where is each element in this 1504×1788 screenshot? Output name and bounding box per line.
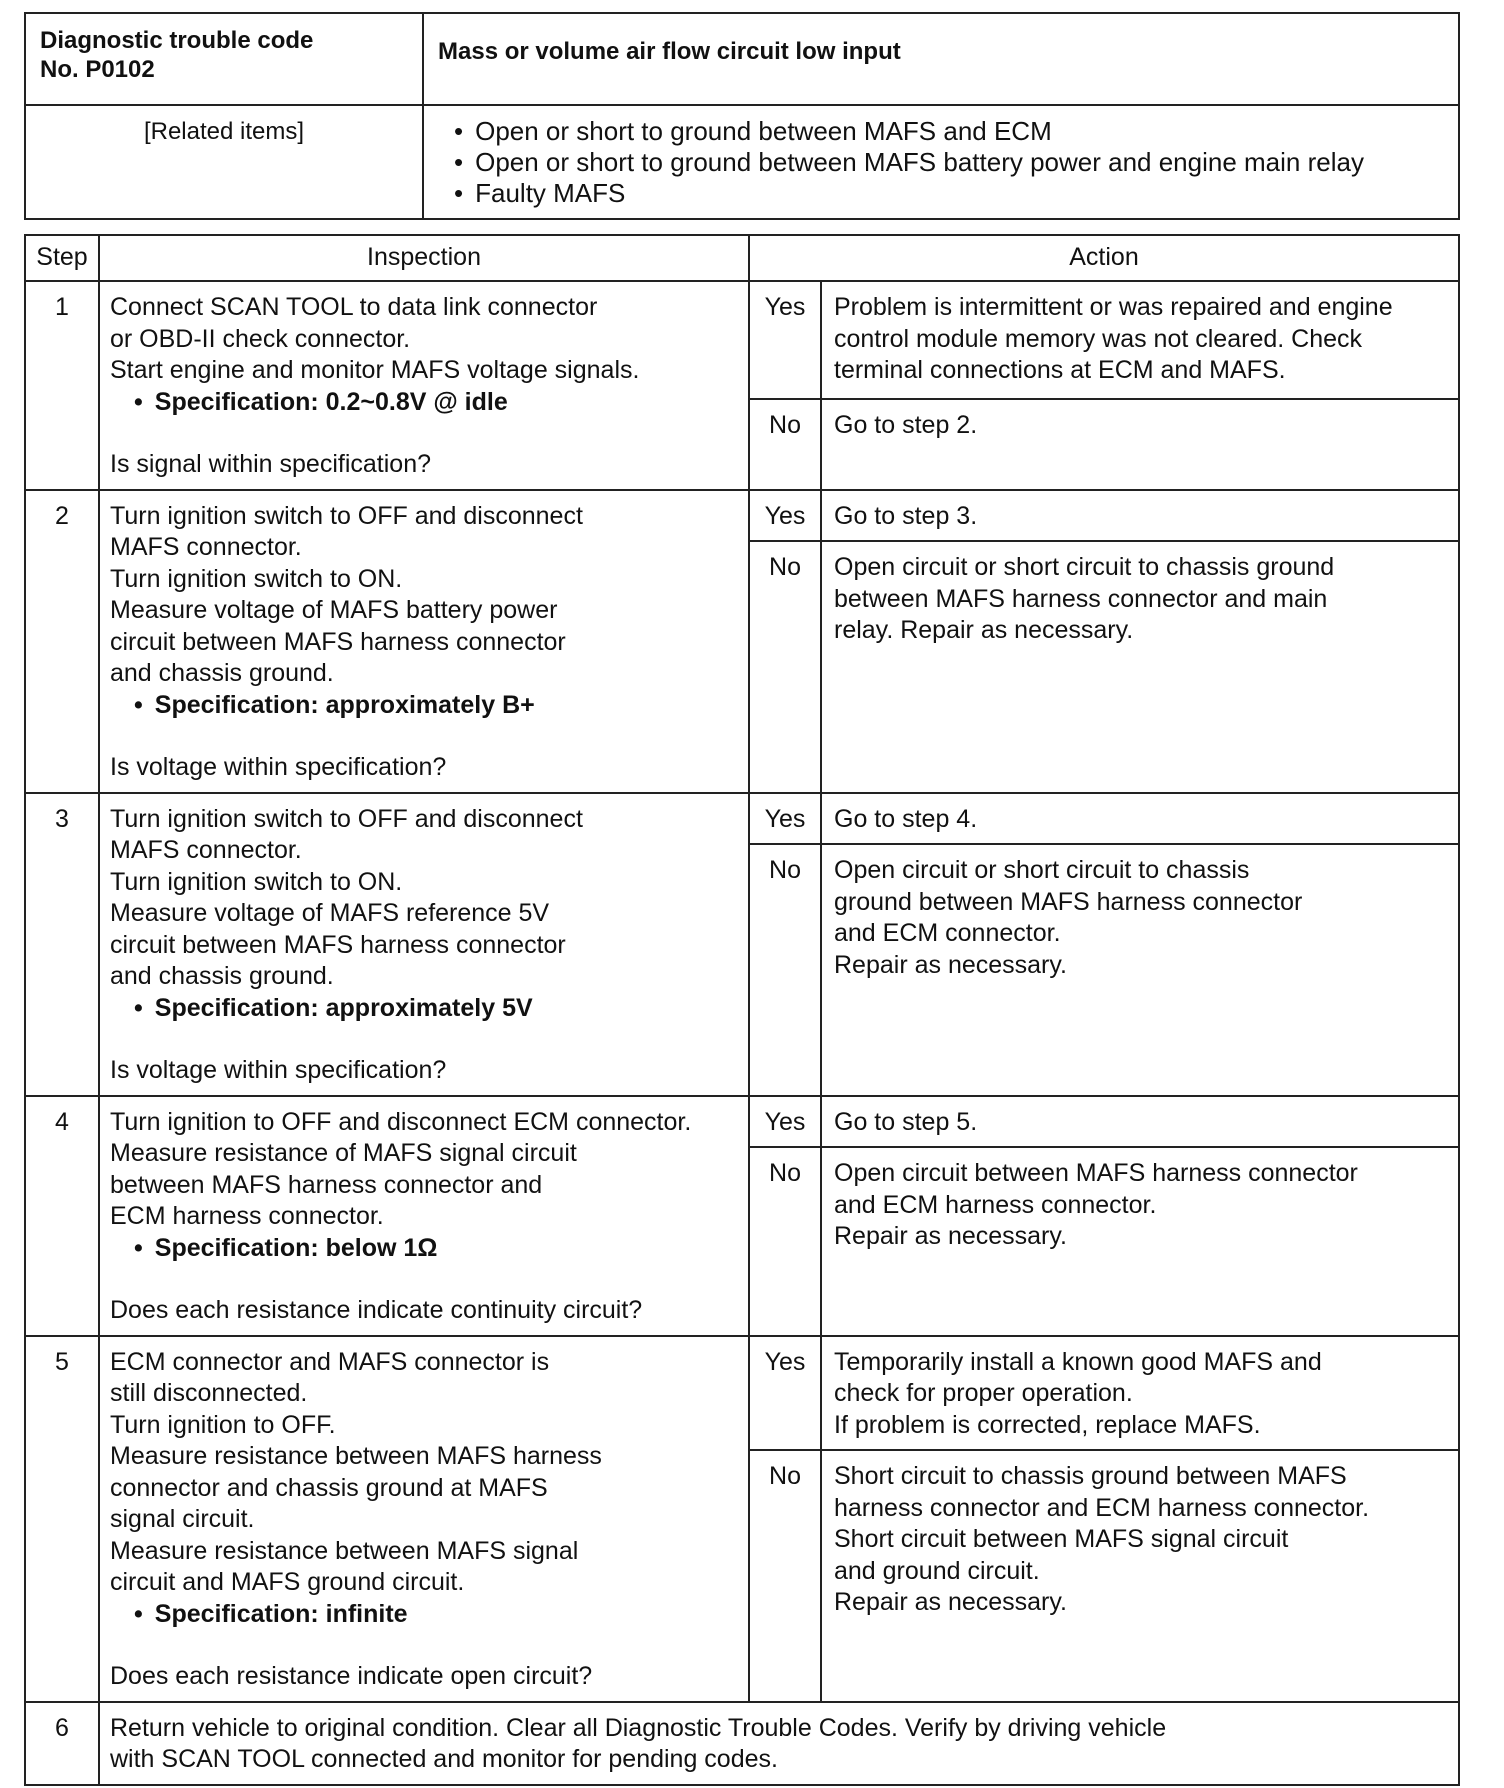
action-line: Short circuit to chassis ground between MAFS bbox=[834, 1462, 1347, 1490]
col-action-header: Action bbox=[749, 235, 1459, 281]
no-label: No bbox=[749, 844, 821, 1096]
specification: • Specification: infinite bbox=[110, 1599, 740, 1631]
yes-label: Yes bbox=[749, 281, 821, 399]
action-line: relay. Repair as necessary. bbox=[834, 616, 1134, 644]
inspection-line: Turn ignition switch to ON. bbox=[110, 867, 403, 896]
step-5-yes-action bbox=[821, 1336, 1459, 1451]
specification: • Specification: below 1Ω bbox=[110, 1233, 740, 1265]
no-label: No bbox=[749, 1450, 821, 1702]
instruction-line: Return vehicle to original condition. Clear all Diagnostic Trouble Codes. Verify by driving vehicle bbox=[110, 1713, 1167, 1742]
instruction-line: with SCAN TOOL connected and monitor for pending codes. bbox=[110, 1745, 778, 1773]
inspection-line: Turn ignition switch to OFF and disconnect bbox=[110, 501, 583, 530]
step-number: 1 bbox=[25, 281, 99, 490]
step-number: 6 bbox=[25, 1702, 99, 1785]
step-3-yes-action bbox=[821, 793, 1459, 845]
step-1-inspection bbox=[99, 281, 749, 490]
inspection-line: circuit between MAFS harness connector bbox=[110, 627, 566, 656]
related-items-label: [Related items] bbox=[25, 105, 423, 219]
dtc-code-label: Diagnostic trouble code bbox=[40, 27, 314, 54]
inspection-line: circuit between MAFS harness connector bbox=[110, 930, 566, 959]
step-3-yes-row bbox=[25, 793, 1459, 845]
no-label: No bbox=[749, 541, 821, 793]
step-5-no-action bbox=[821, 1450, 1459, 1702]
action-line: ground between MAFS harness connector bbox=[834, 887, 1303, 916]
no-label: No bbox=[749, 399, 821, 490]
yes-label: Yes bbox=[749, 490, 821, 542]
inspection-line: Turn ignition switch to ON. bbox=[110, 564, 403, 593]
inspection-line: and chassis ground. bbox=[110, 962, 334, 990]
step-2-yes-action bbox=[821, 490, 1459, 542]
step-5-inspection bbox=[99, 1336, 749, 1702]
step-2-inspection bbox=[99, 490, 749, 793]
yes-label: Yes bbox=[749, 1096, 821, 1148]
inspection-line: Turn ignition switch to OFF and disconnect bbox=[110, 804, 583, 833]
action-line: Go to step 4. bbox=[834, 804, 978, 833]
action-line: and ground circuit. bbox=[834, 1556, 1040, 1585]
action-line: If problem is corrected, replace MAFS. bbox=[834, 1410, 1261, 1439]
inspection-line: ECM harness connector. bbox=[110, 1202, 384, 1230]
action-line: control module memory was not cleared. Check bbox=[834, 324, 1363, 353]
table-header-row bbox=[25, 235, 1459, 281]
action-line: Short circuit between MAFS signal circuit bbox=[834, 1525, 1289, 1553]
action-line: Open circuit or short circuit to chassis ground bbox=[834, 553, 1335, 581]
yes-label: Yes bbox=[749, 793, 821, 845]
action-line: harness connector and ECM harness connector. bbox=[834, 1493, 1370, 1522]
step-1-no-action bbox=[821, 399, 1459, 490]
action-line: terminal connections at ECM and MAFS. bbox=[834, 356, 1286, 384]
dtc-code-number: No. P0102 bbox=[40, 56, 155, 83]
inspection-line: or OBD-II check connector. bbox=[110, 324, 411, 353]
step-number: 4 bbox=[25, 1096, 99, 1336]
action-line: Go to step 5. bbox=[834, 1107, 978, 1136]
col-step-header: Step bbox=[25, 235, 99, 281]
action-line: Temporarily install a known good MAFS and bbox=[834, 1347, 1322, 1376]
step-2-no-action bbox=[821, 541, 1459, 793]
inspection-question: Is voltage within specification? bbox=[110, 753, 447, 781]
action-line: Go to step 3. bbox=[834, 501, 978, 530]
action-line: Go to step 2. bbox=[834, 410, 978, 439]
step-6-instruction bbox=[99, 1702, 1459, 1785]
action-line: Repair as necessary. bbox=[834, 1222, 1067, 1250]
inspection-line: Measure voltage of MAFS reference 5V bbox=[110, 899, 550, 927]
step-6-row bbox=[25, 1702, 1459, 1785]
step-5-yes-row bbox=[25, 1336, 1459, 1451]
inspection-line: circuit and MAFS ground circuit. bbox=[110, 1568, 465, 1596]
inspection-line: Measure resistance of MAFS signal circuit bbox=[110, 1139, 577, 1167]
no-label: No bbox=[749, 1147, 821, 1336]
specification: • Specification: approximately 5V bbox=[110, 993, 740, 1025]
inspection-line: and chassis ground. bbox=[110, 659, 334, 687]
step-4-yes-action bbox=[821, 1096, 1459, 1148]
inspection-line: still disconnected. bbox=[110, 1379, 308, 1407]
step-4-no-action bbox=[821, 1147, 1459, 1336]
inspection-line: Turn ignition to OFF and disconnect ECM connector. bbox=[110, 1107, 692, 1136]
inspection-question: Is voltage within specification? bbox=[110, 1056, 447, 1084]
step-3-inspection bbox=[99, 793, 749, 1096]
action-line: between MAFS harness connector and main bbox=[834, 584, 1328, 613]
action-line: Open circuit between MAFS harness connector bbox=[834, 1159, 1358, 1187]
step-number: 5 bbox=[25, 1336, 99, 1702]
step-number: 3 bbox=[25, 793, 99, 1096]
step-4-inspection bbox=[99, 1096, 749, 1336]
specification: • Specification: 0.2~0.8V @ idle bbox=[110, 387, 740, 419]
yes-label: Yes bbox=[749, 1336, 821, 1451]
action-line: Repair as necessary. bbox=[834, 950, 1067, 979]
inspection-line: Measure voltage of MAFS battery power bbox=[110, 596, 558, 624]
diagnostic-steps-table bbox=[24, 234, 1460, 1786]
action-line: check for proper operation. bbox=[834, 1379, 1133, 1407]
specification: • Specification: approximately B+ bbox=[110, 690, 740, 722]
related-item: • Open or short to ground between MAFS and ECM bbox=[454, 116, 1458, 147]
dtc-code-cell bbox=[25, 13, 423, 105]
inspection-line: signal circuit. bbox=[110, 1505, 255, 1533]
related-item: • Open or short to ground between MAFS battery power and engine main relay bbox=[454, 147, 1458, 178]
dtc-header-table bbox=[24, 12, 1460, 220]
inspection-line: connector and chassis ground at MAFS bbox=[110, 1473, 548, 1502]
step-4-yes-row bbox=[25, 1096, 1459, 1148]
inspection-question: Is signal within specification? bbox=[110, 450, 431, 478]
step-1-yes-action bbox=[821, 281, 1459, 399]
step-1-yes-row bbox=[25, 281, 1459, 399]
inspection-line: Connect SCAN TOOL to data link connector bbox=[110, 293, 598, 321]
step-3-no-action bbox=[821, 844, 1459, 1096]
col-inspection-header: Inspection bbox=[99, 235, 749, 281]
inspection-question: Does each resistance indicate open circuit? bbox=[110, 1662, 593, 1690]
action-line: Repair as necessary. bbox=[834, 1588, 1067, 1616]
inspection-line: MAFS connector. bbox=[110, 836, 302, 864]
action-line: Problem is intermittent or was repaired and engine bbox=[834, 293, 1393, 321]
step-2-yes-row bbox=[25, 490, 1459, 542]
inspection-line: Start engine and monitor MAFS voltage signals. bbox=[110, 356, 640, 384]
inspection-question: Does each resistance indicate continuity circuit? bbox=[110, 1296, 643, 1324]
inspection-line: Measure resistance between MAFS signal bbox=[110, 1536, 579, 1565]
action-line: Open circuit or short circuit to chassis bbox=[834, 856, 1250, 884]
related-item: • Faulty MAFS bbox=[454, 178, 1458, 209]
inspection-line: MAFS connector. bbox=[110, 533, 302, 561]
inspection-line: Turn ignition to OFF. bbox=[110, 1410, 336, 1439]
inspection-line: Measure resistance between MAFS harness bbox=[110, 1442, 602, 1470]
dtc-title: Mass or volume air flow circuit low input bbox=[423, 13, 1459, 105]
action-line: and ECM harness connector. bbox=[834, 1190, 1157, 1219]
inspection-line: between MAFS harness connector and bbox=[110, 1170, 543, 1199]
action-line: and ECM connector. bbox=[834, 919, 1061, 947]
step-number: 2 bbox=[25, 490, 99, 793]
inspection-line: ECM connector and MAFS connector is bbox=[110, 1347, 550, 1376]
related-items-list bbox=[423, 105, 1459, 219]
